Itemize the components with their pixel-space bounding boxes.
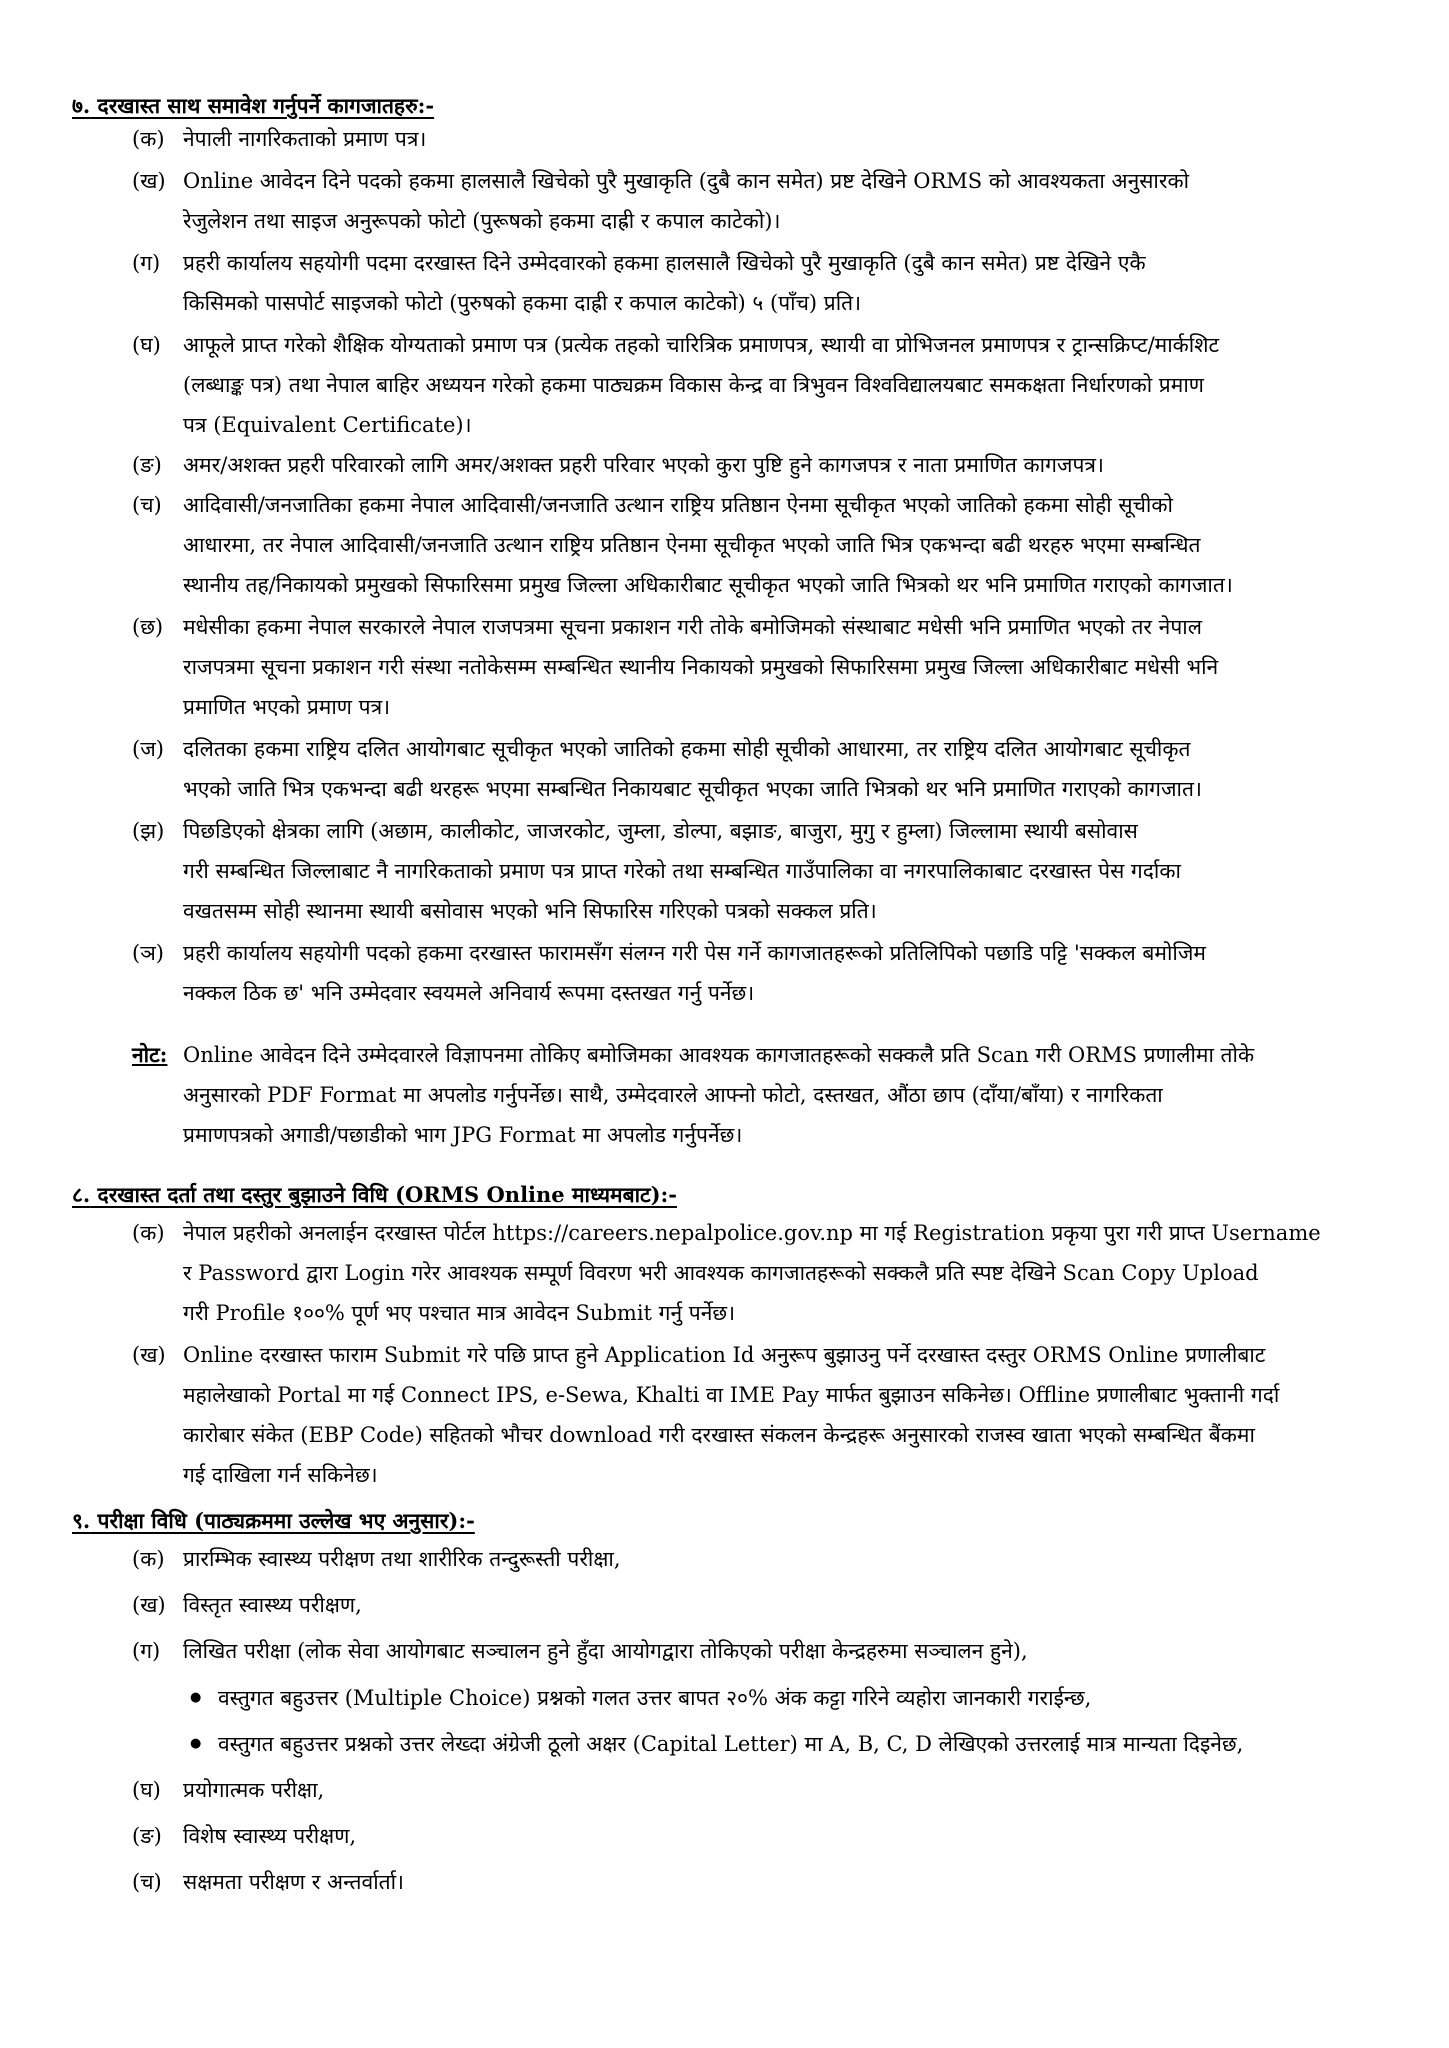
list-item-line: कारोबार संकेत (EBP Code) सहितको भौचर download गरी दरखास्त संकलन केन्द्रहरू अनुसारको राजस्व खाता भएको सम्बन्धित बैंकमा bbox=[183, 1423, 1255, 1447]
list-marker: (क) bbox=[132, 127, 165, 151]
note-line: प्रमाणपत्रको अगाडी/पछाडीको भाग JPG Format मा अपलोड गर्नुपर्नेछ। bbox=[183, 1123, 743, 1147]
section-7-heading: ७. दरखास्त साथ समावेश गर्नुपर्ने कागजातहरु:- bbox=[72, 93, 435, 118]
list-item-line: विस्तृत स्वास्थ्य परीक्षण, bbox=[183, 1593, 362, 1617]
list-item-line: प्रमाणित भएको प्रमाण पत्र। bbox=[183, 695, 391, 719]
list-item-line: विशेष स्वास्थ्य परीक्षण, bbox=[183, 1824, 357, 1848]
list-item-line: महालेखाको Portal मा गई Connect IPS, e-Sewa, Khalti वा IME Pay मार्फत बुझाउन सकिनेछ। Offline प्रणालीबाट भुक्तानी गर्दा bbox=[183, 1383, 1280, 1407]
bullet-item: वस्तुगत बहुउत्तर (Multiple Choice) प्रश्नको गलत उत्तर बापत २०% अंक कट्टा गरिने व्यहोरा जानकारी गराईन्छ, bbox=[218, 1686, 1092, 1710]
list-item-line: दलितका हकमा राष्ट्रिय दलित आयोगबाट सूचीकृत भएको जातिको हकमा सोही सूचीको आधारमा, तर राष्ट्रिय दलित आयोगबाट सूचीकृत bbox=[183, 737, 1191, 761]
list-marker: (ख) bbox=[132, 1343, 166, 1367]
list-item-line: प्रहरी कार्यालय सहयोगी पदमा दरखास्त दिने उम्मेदवारको हकमा हालसालै खिचेको पुरै मुखाकृति (दुबै कान समेत) प्रष्ट देखिने एकै bbox=[183, 251, 1146, 275]
list-marker: (घ) bbox=[132, 1778, 161, 1802]
list-item-line: आफूले प्राप्त गरेको शैक्षिक योग्यताको प्रमाण पत्र (प्रत्येक तहको चारित्रिक प्रमाणपत्र, स्थायी वा प्रोभिजनल प्रमाणपत्र र ट्रान्सक्रिप्ट/मार्कशिट bbox=[183, 333, 1220, 357]
list-item-line: भएको जाति भित्र एकभन्दा बढी थरहरू भएमा सम्बन्धित निकायबाट सूचीकृत भएका जाति भित्रको थर भनि प्रमाणित गराएको कागजात। bbox=[183, 777, 1202, 801]
list-marker: (ग) bbox=[132, 1639, 161, 1663]
list-marker: (ङ) bbox=[132, 453, 162, 477]
list-item-line: प्रयोगात्मक परीक्षा, bbox=[183, 1778, 325, 1802]
list-item-line: प्रारम्भिक स्वास्थ्य परीक्षण तथा शारीरिक तन्दुरूस्ती परीक्षा, bbox=[183, 1547, 621, 1571]
list-marker: (ग) bbox=[132, 251, 161, 275]
list-item-line: गरी सम्बन्धित जिल्लाबाट नै नागरिकताको प्रमाण पत्र प्राप्त गरेको तथा सम्बन्धित गाउँपालिका वा नगरपालिकाबाट दरखास्त पेस गर्दाका bbox=[183, 859, 1181, 883]
bullet-dot-icon: ● bbox=[190, 1690, 202, 1705]
list-item-line: वखतसम्म सोही स्थानमा स्थायी बसोवास भएको भनि सिफारिस गरिएको पत्रको सक्कल प्रति। bbox=[183, 899, 877, 923]
list-marker: (च) bbox=[132, 493, 162, 517]
list-item-line: पिछडिएको क्षेत्रका लागि (अछाम, कालीकोट, जाजरकोट, जुम्ला, डोल्पा, बझाङ, बाजुरा, मुगु र हुम्ला) जिल्लामा स्थायी बसोवास bbox=[183, 819, 1138, 843]
note-line: अनुसारको PDF Format मा अपलोड गर्नुपर्नेछ। साथै, उम्मेदवारले आफ्नो फोटो, दस्तखत, औंठा छाप (दाँया/बाँया) र नागरिकता bbox=[183, 1083, 1163, 1107]
bullet-item: वस्तुगत बहुउत्तर प्रश्नको उत्तर लेख्दा अंग्रेजी ठूलो अक्षर (Capital Letter) मा A, B, C, D लेखिएको उत्तरलाई मात्र मान्यता दिइनेछ, bbox=[218, 1732, 1244, 1756]
list-item-line: सक्षमता परीक्षण र अन्तर्वार्ता। bbox=[183, 1870, 404, 1894]
note-label: नोट: bbox=[132, 1042, 168, 1067]
list-item-line: प्रहरी कार्यालय सहयोगी पदको हकमा दरखास्त फारामसँग संलग्न गरी पेस गर्ने कागजातहरूको प्रतिलिपिको पछाडि पट्टि 'सक्कल बमोजिम bbox=[183, 941, 1206, 965]
list-item-line: र Password द्वारा Login गरेर आवश्यक सम्पूर्ण विवरण भरी आवश्यक कागजातहरूको सक्कलै प्रति स्पष्ट देखिने Scan Copy Upload bbox=[183, 1261, 1259, 1285]
list-item-line: गई दाखिला गर्न सकिनेछ। bbox=[183, 1463, 378, 1487]
list-item-line: पत्र (Equivalent Certificate)। bbox=[183, 413, 472, 437]
list-marker: (छ) bbox=[132, 615, 164, 639]
note-line: Online आवेदन दिने उम्मेदवारले विज्ञापनमा तोकिए बमोजिमका आवश्यक कागजातहरूको सक्कलै प्रति Scan गरी ORMS प्रणालीमा तोके bbox=[183, 1043, 1255, 1067]
section-8-heading: ८. दरखास्त दर्ता तथा दस्तुर बुझाउने विधि (ORMS Online माध्यमबाट):- bbox=[72, 1182, 678, 1207]
list-item-line: लिखित परीक्षा (लोक सेवा आयोगबाट सञ्चालन हुने हुँदा आयोगद्वारा तोकिएको परीक्षा केन्द्रहरुमा सञ्चालन हुने), bbox=[183, 1639, 1028, 1663]
list-item-line: (लब्धाङ्क पत्र) तथा नेपाल बाहिर अध्ययन गरेको हकमा पाठ्यक्रम विकास केन्द्र वा त्रिभुवन विश्वविद्यालयबाट समकक्षता निर्धारणको प्रमाण bbox=[183, 373, 1204, 397]
bullet-dot-icon: ● bbox=[190, 1736, 202, 1751]
list-item-line: नक्कल ठिक छ' भनि उम्मेदवार स्वयमले अनिवार्य रूपमा दस्तखत गर्नु पर्नेछ। bbox=[183, 981, 755, 1005]
list-item-line: किसिमको पासपोर्ट साइजको फोटो (पुरुषको हकमा दाह्री र कपाल काटेको) ५ (पाँच) प्रति। bbox=[183, 291, 862, 315]
list-marker: (ज) bbox=[132, 737, 164, 761]
list-item-line: Online दरखास्त फाराम Submit गरे पछि प्राप्त हुने Application Id अनुरूप बुझाउनु पर्ने दरखास्त दस्तुर ORMS Online प्रणालीबाट bbox=[183, 1343, 1266, 1367]
list-marker: (च) bbox=[132, 1870, 162, 1894]
list-item-line: स्थानीय तह/निकायको प्रमुखको सिफारिसमा प्रमुख जिल्ला अधिकारीबाट सूचीकृत भएको जाति भित्रको थर भनि प्रमाणित गराएको कागजात। bbox=[183, 573, 1233, 597]
list-marker: (ख) bbox=[132, 169, 166, 193]
section-9-heading: ९. परीक्षा विधि (पाठ्यक्रममा उल्लेख भए अनुसार):- bbox=[72, 1508, 475, 1533]
list-marker: (क) bbox=[132, 1547, 165, 1571]
list-item-line: गरी Profile १००% पूर्ण भए पश्चात मात्र आवेदन Submit गर्नु पर्नेछ। bbox=[183, 1301, 736, 1325]
list-item-line: आधारमा, तर नेपाल आदिवासी/जनजाति उत्थान राष्ट्रिय प्रतिष्ठान ऐनमा सूचीकृत भएको जाति भित्र एकभन्दा बढी थरहरु भएमा सम्बन्धित bbox=[183, 533, 1201, 557]
list-item-line: राजपत्रमा सूचना प्रकाशन गरी संस्था नतोकेसम्म सम्बन्धित स्थानीय निकायको प्रमुखको सिफारिसमा प्रमुख जिल्ला अधिकारीबाट मधेसी भनि bbox=[183, 655, 1219, 679]
list-marker: (ङ) bbox=[132, 1824, 162, 1848]
list-item-line: नेपाली नागरिकताको प्रमाण पत्र। bbox=[183, 127, 427, 151]
list-item-line: Online आवेदन दिने पदको हकमा हालसालै खिचेको पुरै मुखाकृति (दुबै कान समेत) प्रष्ट देखिने ORMS को आवश्यकता अनुसारको bbox=[183, 169, 1190, 193]
list-item-line: रेजुलेशन तथा साइज अनुरूपको फोटो (पुरूषको हकमा दाह्री र कपाल काटेको)। bbox=[183, 209, 781, 233]
list-item-line: मधेसीका हकमा नेपाल सरकारले नेपाल राजपत्रमा सूचना प्रकाशन गरी तोके बमोजिमको संस्थाबाट मधेसी भनि प्रमाणित भएको तर नेपाल bbox=[183, 615, 1202, 639]
list-marker: (ञ) bbox=[132, 941, 164, 965]
list-marker: (घ) bbox=[132, 333, 161, 357]
list-item-line: आदिवासी/जनजातिका हकमा नेपाल आदिवासी/जनजाति उत्थान राष्ट्रिय प्रतिष्ठान ऐनमा सूचीकृत भएको जातिको हकमा सोही सूचीको bbox=[183, 493, 1173, 517]
list-item-line: अमर/अशक्त प्रहरी परिवारको लागि अमर/अशक्त प्रहरी परिवार भएको कुरा पुष्टि हुने कागजपत्र र नाता प्रमाणित कागजपत्र। bbox=[183, 453, 1104, 477]
list-marker: (क) bbox=[132, 1221, 165, 1245]
list-marker: (झ) bbox=[132, 819, 165, 843]
list-marker: (ख) bbox=[132, 1593, 166, 1617]
list-item-line: नेपाल प्रहरीको अनलाईन दरखास्त पोर्टल https://careers.nepalpolice.gov.np मा गई Registration प्रकृया पुरा गरी प्राप्त Username bbox=[183, 1221, 1321, 1245]
